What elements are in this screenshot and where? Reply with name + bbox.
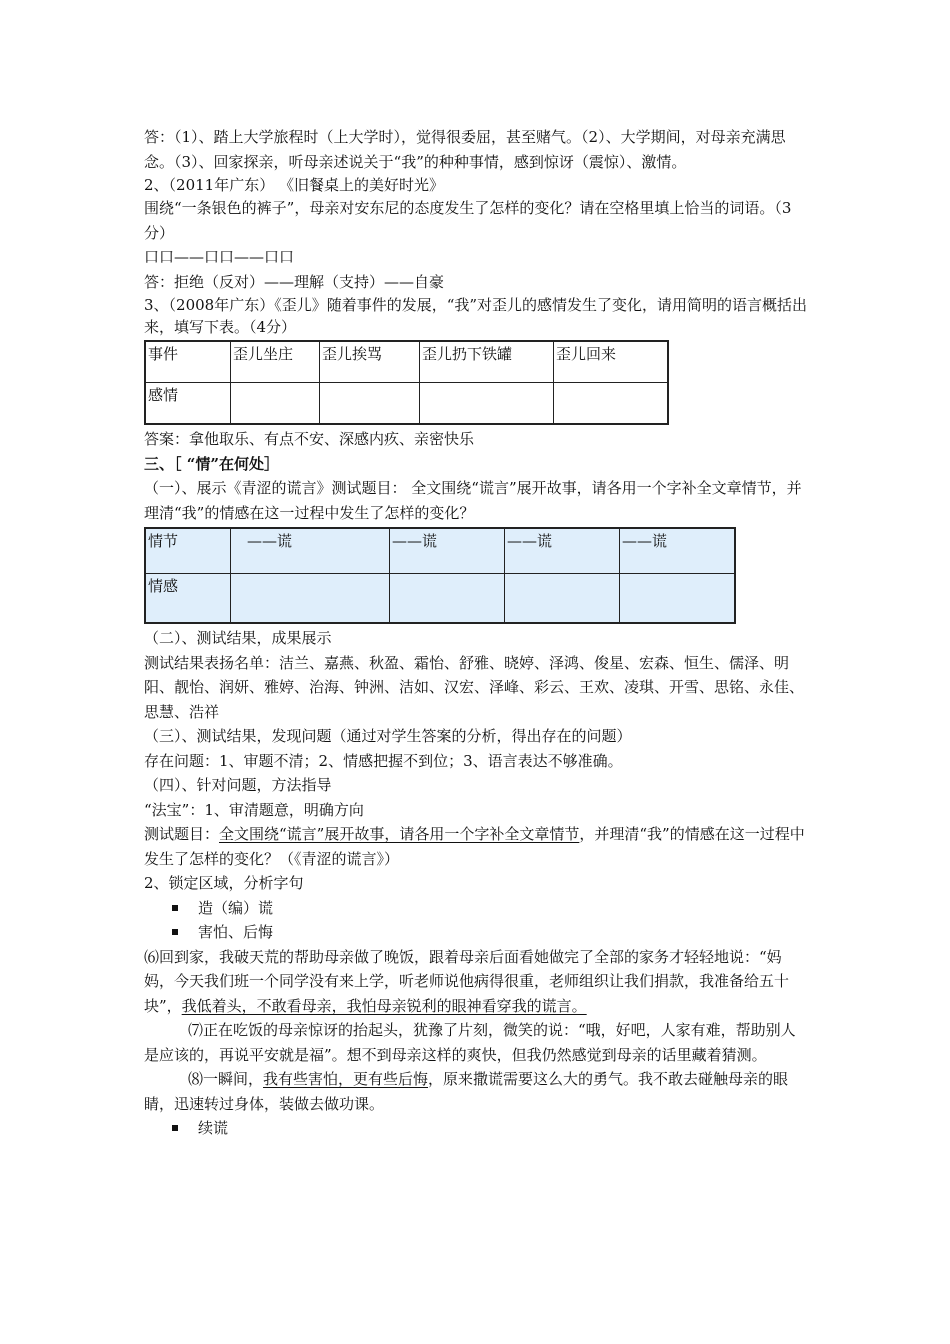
table-cell: ——谎	[390, 528, 505, 574]
table-cell: 歪儿扔下铁罐	[420, 341, 554, 383]
table-cell: 歪儿挨骂	[320, 341, 420, 383]
table-row	[145, 574, 735, 624]
table-cell: 情感	[145, 574, 231, 624]
subsection-3: （三）、测试结果，发现问题（通过对学生答案的分析，得出存在的问题）	[144, 727, 632, 745]
test-question-prefix: 测试题目：	[144, 825, 220, 843]
subsection-1: （一）、展示《青涩的谎言》测试题目： 全文围绕“谎言”展开故事，请各用一个字补全文章情节，并理清“我”的情感在这一过程中发生了怎样的变化？	[144, 479, 802, 522]
list-item	[144, 920, 810, 945]
table-cell	[231, 383, 320, 425]
table-cell: 歪儿回来	[554, 341, 669, 383]
answer-2: 答：拒绝（反对）——理解（支持）——自豪	[144, 272, 445, 291]
table-cell: 事件	[145, 341, 231, 383]
bullet-icon	[172, 1125, 178, 1131]
problems: 存在问题：1、审题不清；2、情感把握不到位；3、语言表达不够准确。	[144, 751, 623, 770]
answer-1: 答：（1）、踏上大学旅程时（上大学时），觉得很委屈，甚至赌气。（2）、大学期间，对母亲充满思念。（3）、回家探亲，听母亲述说关于“我”的种种事情，感到惊讶（震惊）、激情。	[144, 128, 786, 171]
table-row	[145, 341, 668, 383]
paragraph-6	[144, 945, 810, 1019]
paragraph-8-underlined: 我有些害怕，更有些后悔	[263, 1070, 429, 1088]
method-1: “法宝”：1、审清题意，明确方向	[144, 800, 364, 819]
table-cell	[505, 574, 620, 624]
table-cell: ——谎	[620, 528, 736, 574]
test-question-underlined: 全文围绕“谎言”展开故事，请各用一个字补全文章情节	[219, 825, 580, 843]
test-question	[144, 822, 810, 871]
list-item-label: 造（编）谎	[198, 898, 274, 917]
section-3-heading: 三、［ “情”在何处］	[144, 454, 279, 473]
paragraph-7: ⑺正在吃饭的母亲惊讶的抬起头，犹豫了片刻，微笑的说：“哦，好吧，人家有难，帮助别人是应该的，再说平安就是福”。想不到母亲这样的爽快，但我仍然感觉到母亲的话里藏着猜测。	[144, 1021, 796, 1064]
table-cell: 歪儿坐庄	[231, 341, 320, 383]
table-cell	[320, 383, 420, 425]
table-cell	[420, 383, 554, 425]
table-row	[145, 383, 668, 425]
bullet-icon	[172, 929, 178, 935]
table-row	[145, 528, 735, 574]
table-cell: 感情	[145, 383, 231, 425]
list-item	[144, 1116, 810, 1141]
method-2: 2、锁定区域，分析字句	[144, 874, 304, 892]
list-item	[144, 896, 810, 921]
document-page	[144, 125, 810, 1141]
question-3: 3、（2008年广东）《歪儿》随着事件的发展，“我”对歪儿的感情发生了变化，请用简明的语言概括出来，填写下表。（4分）	[144, 296, 808, 336]
question-2-title: 2、（2011年广东） 《旧餐桌上的美好时光》	[144, 176, 444, 194]
list-item-label: 害怕、后悔	[198, 923, 274, 941]
table-cell	[620, 574, 736, 624]
table-cell: ——谎	[231, 528, 390, 574]
table-cell	[231, 574, 390, 624]
praise-list: 测试结果表扬名单：洁兰、嘉燕、秋盈、霜怡、舒雅、晓婷、泽鸿、俊星、宏森、恒生、儒泽、明阳、靓怡、润妍、雅婷、治海、钟洲、洁如、汉宏、泽峰、彩云、王欢、凌琪、开雪、思铭、永佳、思慧、浩祥	[144, 653, 805, 721]
table-cell	[390, 574, 505, 624]
test-question-suffix: ，并理清“我”的情感在这一过程中发生了怎样的变化？（《青涩的谎言》）	[144, 825, 805, 868]
subsection-2: （二）、测试结果，成果展示	[144, 629, 332, 647]
list-item-label: 续谎	[198, 1119, 229, 1137]
paragraph-6-text: ⑹回到家，我破天荒的帮助母亲做了晚饭，跟着母亲后面看她做完了全部的家务才轻轻地说：“妈妈，今天我们班一个同学没有来上学，听老师说他病得很重，老师组织让我们捐款，我准备给五十块”，	[144, 947, 790, 1015]
table-cell: 情节	[145, 528, 231, 574]
table-cell: ——谎	[505, 528, 620, 574]
paragraph-6-underlined: 我低着头，不敢看母亲，我怕母亲锐利的眼神看穿我的谎言。	[181, 996, 587, 1015]
answer-3: 答案：拿他取乐、有点不安、深感内疚、亲密快乐	[144, 430, 475, 448]
table-cell	[554, 383, 669, 425]
bullet-icon	[172, 905, 178, 911]
table-waier	[144, 340, 669, 425]
subsection-4: （四）、针对问题，方法指导	[144, 776, 332, 794]
paragraph-8-prefix: ⑻一瞬间，	[188, 1070, 264, 1088]
paragraph-8-suffix: ，原来撒谎需要这么大的勇气。我不敢去碰触母亲的眼睛，迅速转过身体，装做去做功课。	[144, 1070, 789, 1113]
table-lie-plot	[144, 527, 736, 624]
question-2-blanks: 口口——口口——口口	[144, 248, 295, 266]
paragraph-8	[144, 1067, 810, 1116]
question-2-body: 围绕“一条银色的裤子”，母亲对安东尼的态度发生了怎样的变化？请在空格里填上恰当的词语。（3分）	[144, 199, 792, 242]
